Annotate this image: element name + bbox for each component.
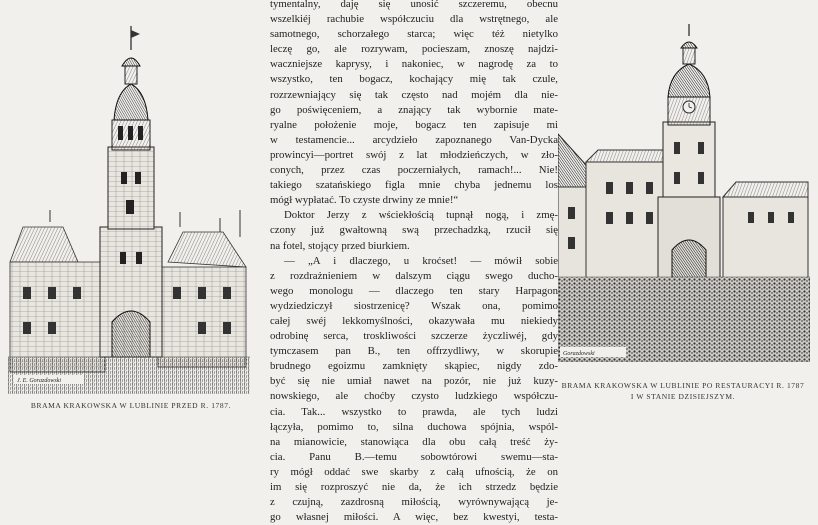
text-line: wego monologu — dlaczego ten stary Harpagon	[270, 284, 558, 297]
text-line: cia. Tak... wszystko to prawda, ale tych ludzi	[270, 405, 558, 418]
engraving-brama-before-1787	[8, 22, 250, 394]
text-line: leczę go, ale rozrywam, pocieszam, znoszę najdzi-	[270, 43, 558, 56]
text-line: rozrzewniający się tak często nad mojém dla nie-	[270, 88, 558, 101]
text-line: czony już gwałtowną swą przechadzką, rzucił się	[270, 224, 558, 237]
text-line: mógł wypłatać. To czyste drwiny ze mnie!“	[270, 194, 459, 207]
text-line: ryalne położenie moje, bogacz ten zapisuje mi	[270, 118, 558, 131]
text-line: odrobinę serca, troskliwości szczerze życzliwéj, gdy	[270, 330, 558, 343]
text-line: na fotel, stojący przed biurkiem.	[270, 239, 410, 252]
text-line: wydziedziczył siostrzenicę? Wszak ona, pomimo	[270, 299, 558, 312]
text-line: cia. Panu B.—temu sobowtórowi swemu—sta-	[270, 450, 558, 463]
text-line: nowskiego, ale choćby czysto ludzkiego współczu-	[270, 390, 558, 403]
text-line: ry mógł oddać swe skarby z całą ufnością, że on	[270, 465, 558, 478]
text-line: go poświęceniem, a znający tak wybornie mate-	[270, 103, 558, 116]
text-line: na mianowicie, stanowiąca dla obu całą treść ży-	[270, 435, 558, 448]
caption-right	[548, 380, 818, 402]
body-text-column	[270, 0, 558, 525]
text-line: — „A i dlaczego, u kroćset! — mówił sobie	[284, 254, 558, 267]
text-line: takiego szatańskiego figla mnie chyba jednemu los	[270, 179, 558, 192]
engraving-brama-after-1787	[558, 22, 810, 362]
text-line: wszystko, ten bogacz, kochający mię tak czule,	[270, 73, 558, 86]
text-line: być się nie umiał nawet na pozór, nie już kuzy-	[270, 375, 558, 388]
text-line: im się rozproszyć nie da, że ich strzedz będzie	[270, 481, 558, 493]
text-line: w testamencie... arcydzieło zapoznanego Van-Dycka	[270, 133, 558, 146]
left-signature: E. Gorazdowski	[22, 378, 62, 384]
caption-left: BRAMA KRAKOWSKA W LUBLINIE PRZED R. 1787.	[30, 401, 232, 410]
text-line: prowincyi—portret swój z lat młodzieńczych, w zło-	[270, 148, 558, 161]
text-line: Doktor Jerzy z wściekłością tupnął nogą, i zmę-	[284, 209, 558, 222]
text-line: go własnej miłości. A więc, bez kwestyi, testa-	[270, 511, 558, 524]
svg-text:J. E. Gorazdowski: J. E. Gorazdowski	[17, 378, 62, 384]
caption-right-line2: I W STANIE DZISIEJSZYM.	[630, 392, 736, 401]
text-line: conych, przez czas poczerniałych, ramach!... Nie!	[270, 164, 558, 177]
text-line: waczniejsze kaprysy, i nakoniec, w nagrodę za to	[270, 58, 558, 71]
text-line: tymczasem pan B., ten offrzydliwy, w skorupie	[270, 345, 558, 358]
text-line: z czujną, zazdrosną miłością, wyrównywającą je-	[270, 496, 558, 509]
text-line: całej swéj lekkomyślności, okazywała mu niekiedy	[270, 314, 558, 327]
text-line: samotnego, schorzałego starca; więc téż nietylko	[270, 28, 558, 41]
right-signature: Gorazdowski	[563, 351, 595, 357]
text-line: tymentalny, daję się unosić szczeremu, obecnu	[270, 0, 558, 10]
caption-right-line1: BRAMA KRAKOWSKA W LUBLINIE PO RESTAURACYI R. 1787	[561, 381, 805, 390]
text-line: z rozdrażnieniem w dalszym ciągu swego ducho-	[270, 269, 558, 282]
text-line: brudnego egoizmu zamknięty skąpiec, nigdy zdo-	[270, 360, 558, 373]
text-line: łączyła, pomimo to, silna duchowa spójnia, wspól-	[270, 420, 558, 433]
text-line: wszelkiéj rachubie współczuciu dla wstrętnego, ale	[270, 13, 558, 26]
